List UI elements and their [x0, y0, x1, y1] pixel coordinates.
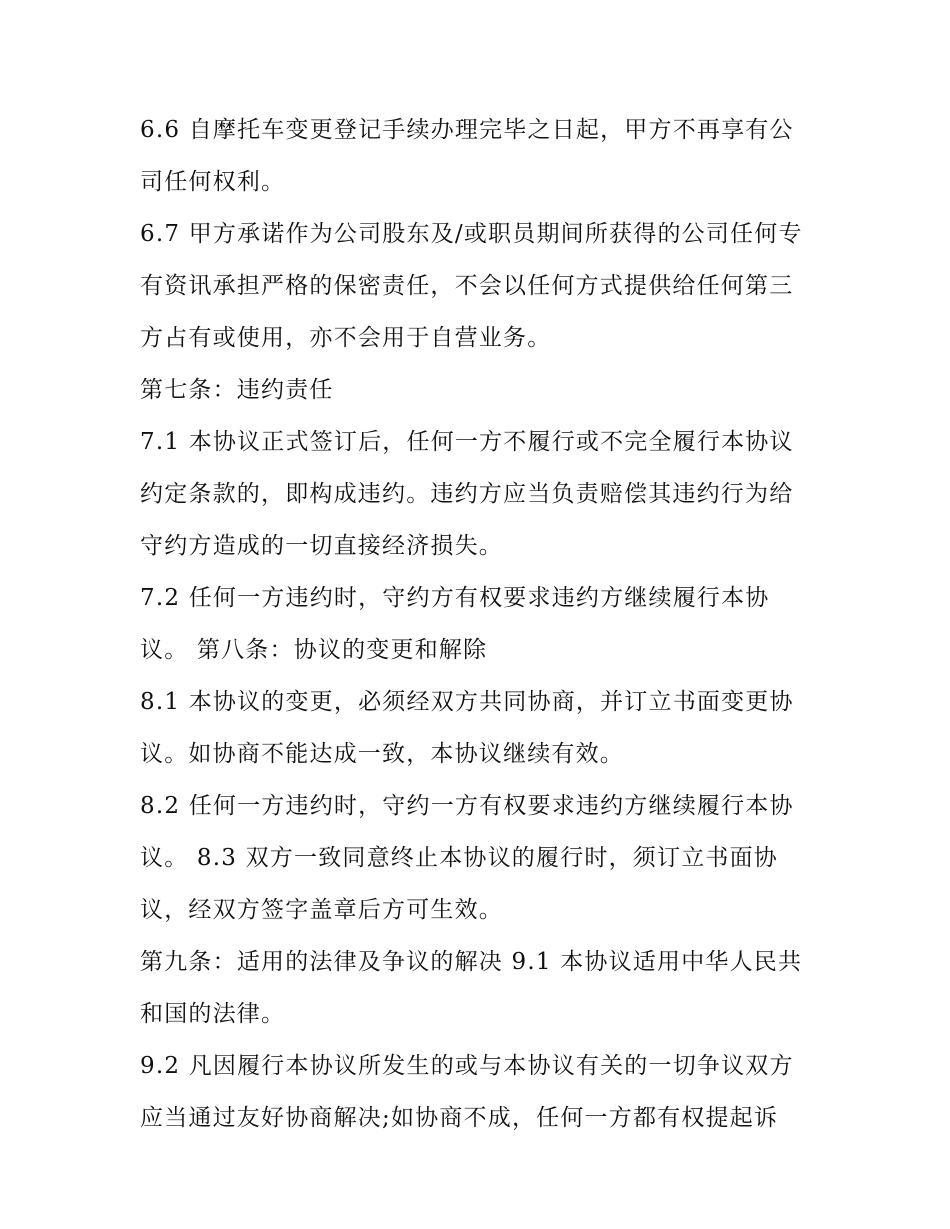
text-line-15: 议。 8.3 双方一致同意终止本协议的履行时，须订立书面协: [140, 845, 778, 871]
text-line-7: 7.1 本协议正式签订后，任何一方不履行或不完全履行本协议: [140, 429, 794, 455]
text-line-20: 应当通过友好协商解决;如协商不成，任何一方都有权提起诉: [140, 1105, 779, 1131]
text-line-5: 方占有或使用，亦不会用于自营业务。: [140, 325, 552, 351]
text-line-11: 议。 第八条：协议的变更和解除: [140, 637, 488, 663]
text-line-8: 约定条款的，即构成违约。违约方应当负责赔偿其违约行为给: [140, 481, 794, 507]
text-line-19: 9.2 凡因履行本协议所发生的或与本协议有关的一切争议双方: [140, 1053, 794, 1079]
text-line-4: 有资讯承担严格的保密责任，不会以任何方式提供给任何第三: [140, 273, 794, 299]
text-line-14: 8.2 任何一方违约时，守约一方有权要求违约方继续履行本协: [140, 793, 794, 819]
text-line-3: 6.7 甲方承诺作为公司股东及/或职员期间所获得的公司任何专: [140, 221, 803, 247]
text-line-16: 议，经双方签字盖章后方可生效。: [140, 897, 503, 923]
section-heading-article-7: 第七条：违约责任: [140, 377, 334, 403]
text-line-10: 7.2 任何一方违约时，守约方有权要求违约方继续履行本协: [140, 585, 770, 611]
text-line-2: 司任何权利。: [140, 169, 286, 195]
text-line-9: 守约方造成的一切直接经济损失。: [140, 533, 503, 559]
document-body: [140, 104, 830, 1144]
text-line-1: 6.6 自摩托车变更登记手续办理完毕之日起，甲方不再享有公: [140, 117, 794, 143]
text-line-18: 和国的法律。: [140, 1001, 286, 1027]
text-line-13: 议。如协商不能达成一致，本协议继续有效。: [140, 741, 624, 767]
text-line-17: 第九条：适用的法律及争议的解决 9.1 本协议适用中华人民共: [140, 949, 803, 975]
text-line-12: 8.1 本协议的变更，必须经双方共同协商，并订立书面变更协: [140, 689, 794, 715]
